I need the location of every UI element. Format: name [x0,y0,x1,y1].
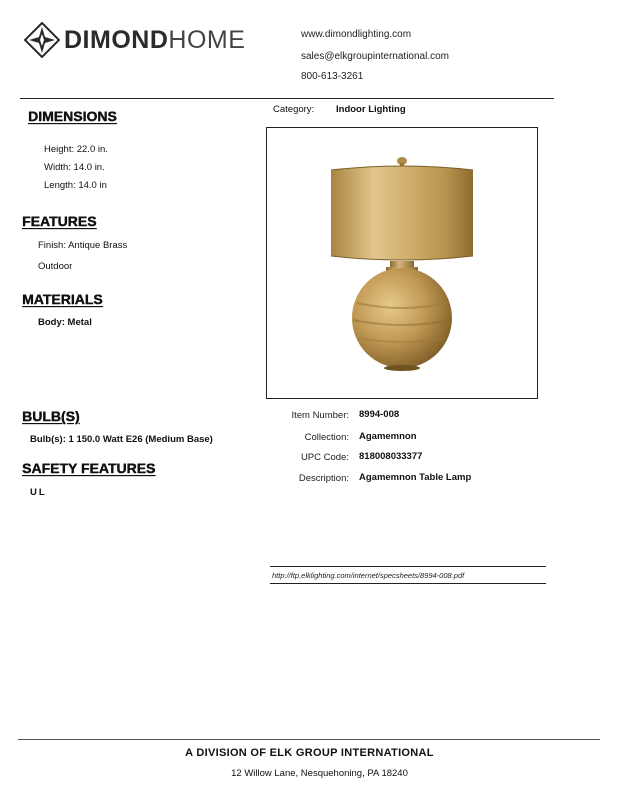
safety-features-title: SAFETY FEATURES [22,460,156,476]
diamond-star-logo-icon [24,22,60,58]
description-label: Description: [298,473,349,484]
footer-division: A DIVISION OF ELK GROUP INTERNATIONAL [185,747,434,759]
product-photo [266,127,538,399]
dimensions-title: DIMENSIONS [28,108,117,124]
brand-name-light: HOME [168,25,246,54]
url-top-divider [270,566,546,567]
material-body: Body: Metal [38,317,92,328]
footer-divider [18,739,600,740]
brand-name-bold: DIMOND [64,25,169,54]
phone-number: 800-613-3261 [301,71,364,82]
feature-finish: Finish: Antique Brass [38,240,128,251]
email-link[interactable]: sales@elkgroupinternational.com [301,51,450,62]
brand-name [64,26,245,55]
url-bottom-divider [270,583,546,584]
item-number-value: 8994-008 [359,409,400,420]
upc-value: 818008033377 [359,451,423,462]
category-label: Category: [273,104,315,115]
category-value: Indoor Lighting [336,104,406,115]
upc-label: UPC Code: [300,452,349,463]
feature-outdoor: Outdoor [38,261,73,272]
dimension-length: Length: 14.0 in [44,180,107,191]
brand-logo [24,22,245,58]
header-divider [20,98,554,99]
bulbs-title: BULB(S) [22,408,80,424]
dimension-height: Height: 22.0 in. [44,144,108,155]
safety-value: UL [30,487,47,498]
spec-sheet-link[interactable]: http://ftp.elklighting.com/internet/specsheets/8994-008.pdf [272,571,465,580]
table-lamp-image [267,128,537,398]
website-link[interactable]: www.dimondlighting.com [301,29,412,40]
features-title: FEATURES [22,213,97,229]
description-value: Agamemnon Table Lamp [359,472,472,483]
dimension-width: Width: 14.0 in. [44,162,105,173]
collection-label: Collection: [304,432,349,443]
collection-value: Agamemnon [359,431,417,442]
footer-address: 12 Willow Lane, Nesquehoning, PA 18240 [231,768,408,779]
item-number-label: Item Number: [291,410,349,421]
bulb-spec: Bulb(s): 1 150.0 Watt E26 (Medium Base) [30,434,213,445]
materials-title: MATERIALS [22,291,103,307]
